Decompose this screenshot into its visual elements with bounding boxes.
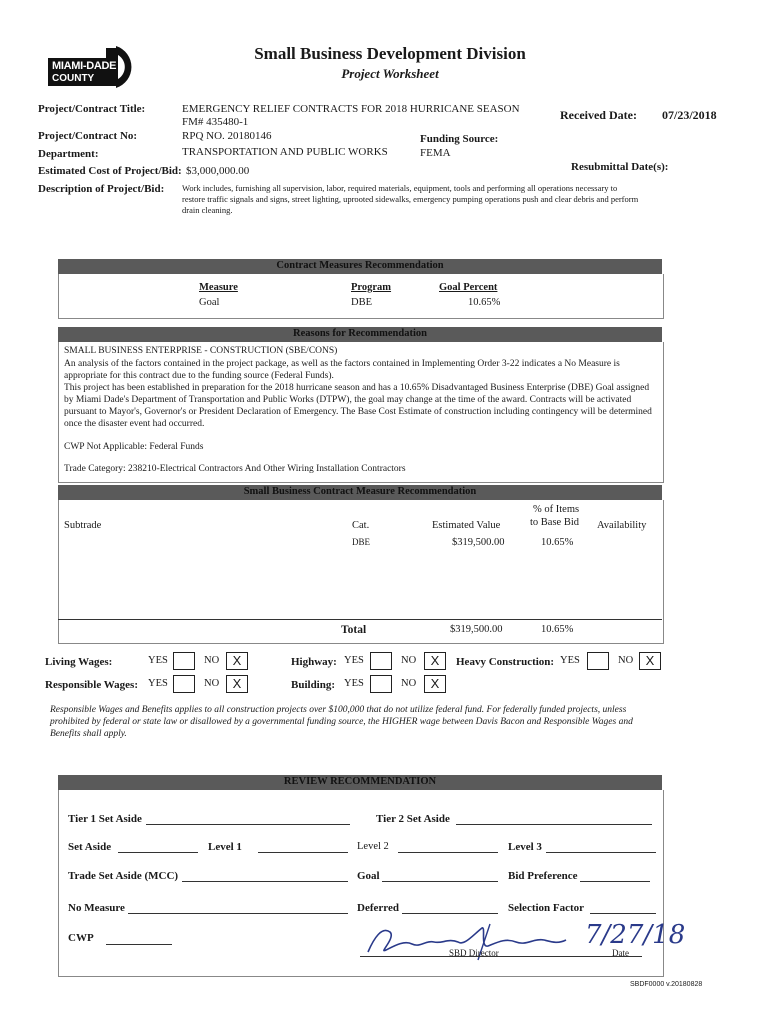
level2-line[interactable]: [398, 852, 498, 853]
received-date-label: Received Date:: [560, 108, 637, 122]
page-subtitle: Project Worksheet: [341, 66, 439, 81]
subtrade-header: Subtrade: [64, 520, 102, 531]
highway-yes-text: YES: [344, 655, 364, 666]
responsible-wages-label: Responsible Wages:: [45, 679, 139, 691]
director-line: [360, 956, 642, 957]
title-value: EMERGENCY RELIEF CONTRACTS FOR 2018 HURRICANE SEASON: [182, 103, 520, 115]
responsible-yes-checkbox[interactable]: [173, 675, 195, 693]
total-rule: [58, 619, 662, 620]
level1-label: Level 1: [208, 841, 242, 853]
received-date-value: 07/23/2018: [662, 108, 717, 122]
review-bar: REVIEW RECOMMENDATION: [58, 775, 662, 790]
building-no-text: NO: [401, 678, 417, 689]
bid-preference-label: Bid Preference: [508, 870, 578, 882]
subtrade-bar: Small Business Contract Measure Recommendation: [58, 485, 662, 500]
living-no-text: NO: [204, 655, 220, 666]
estimated-value: $319,500.00: [452, 537, 505, 548]
percent-value: 10.65%: [541, 537, 574, 548]
set-aside-label: Set Aside: [68, 841, 112, 853]
cwp-line[interactable]: [106, 944, 172, 945]
total-percent: 10.65%: [541, 624, 574, 635]
heavy-no-text: NO: [618, 655, 634, 666]
cwp-label: CWP: [68, 932, 94, 944]
living-yes-checkbox[interactable]: [173, 652, 195, 670]
resubmittal-label: Resubmittal Date(s):: [571, 161, 669, 173]
building-yes-text: YES: [344, 678, 364, 689]
highway-no-checkbox[interactable]: X: [424, 652, 446, 670]
highway-yes-checkbox[interactable]: [370, 652, 392, 670]
cat-value: DBE: [352, 537, 370, 547]
level1-line[interactable]: [258, 852, 348, 853]
living-wages-label: Living Wages:: [45, 656, 113, 668]
highway-label: Highway:: [291, 656, 337, 668]
form-code: SBDF0000 v.20180828: [630, 981, 703, 988]
signature-date: 7/27/18: [585, 920, 686, 950]
description-label: Description of Project/Bid:: [38, 183, 165, 195]
responsible-yes-text: YES: [148, 678, 168, 689]
tier2-label: Tier 2 Set Aside: [376, 813, 450, 825]
availability-header: Availability: [597, 520, 647, 531]
goal-label: Goal: [357, 870, 380, 882]
measure-header: Measure: [199, 282, 238, 293]
title-label: Project/Contract Title:: [38, 103, 146, 115]
level2-label: Level 2: [357, 841, 389, 852]
page-title: Small Business Development Division: [254, 44, 526, 63]
reasons-line1: SMALL BUSINESS ENTERPRISE - CONSTRUCTION (SBE/CONS): [64, 346, 338, 356]
heavy-yes-text: YES: [560, 655, 580, 666]
contract-no-label: Project/Contract No:: [38, 130, 138, 142]
goal-percent-header: Goal Percent: [439, 282, 498, 293]
tier1-label: Tier 1 Set Aside: [68, 813, 142, 825]
date-label: Date: [612, 948, 629, 958]
responsible-no-text: NO: [204, 678, 220, 689]
cat-header: Cat.: [352, 520, 370, 531]
wages-note: Responsible Wages and Benefits applies to all construction projects over $100,000 that do not utilize federal fund. For federally funded projects, unless prohibited by federal or state law or disallowed by a governmental funding source, the HIGHER wage between Davis Bacon and Responsible Wages and Benefits shall apply.: [50, 705, 633, 739]
deferred-label: Deferred: [357, 902, 399, 914]
department-label: Department:: [38, 148, 99, 160]
estimated-value-header: Estimated Value: [432, 520, 501, 531]
trade-set-aside-label: Trade Set Aside (MCC): [68, 870, 179, 882]
description-value: Work includes, furnishing all supervision, labor, required materials, equipment, tools and performing all operations necessary to restore traffic signals and signs, street lighting, uprooted sidewalks, emergency pumping operations push and clear debris and perform drain cleaning.: [182, 183, 639, 215]
heavy-yes-checkbox[interactable]: [587, 652, 609, 670]
deferred-line[interactable]: [402, 913, 498, 914]
heavy-no-checkbox[interactable]: X: [639, 652, 661, 670]
logo-line2: COUNTY: [52, 73, 95, 84]
goal-line[interactable]: [382, 881, 498, 882]
fm-value: FM# 435480-1: [182, 116, 249, 128]
living-yes-text: YES: [148, 655, 168, 666]
reasons-para1: An analysis of the factors contained in the project package, as well as the factors contained in Implementing Order 3-22 indicates a No Measure is appropriate for this contract due to the funding source (Federal Funds).: [64, 359, 620, 381]
cost-label: Estimated Cost of Project/Bid:: [38, 165, 182, 177]
heavy-construction-label: Heavy Construction:: [456, 656, 555, 668]
level3-line[interactable]: [546, 852, 656, 853]
goal-percent-value: 10.65%: [468, 297, 501, 308]
program-header: Program: [351, 282, 392, 293]
total-label: Total: [341, 624, 367, 636]
cost-value: $3,000,000.00: [186, 165, 250, 177]
director-signature: [360, 918, 620, 966]
highway-no-text: NO: [401, 655, 417, 666]
program-value: DBE: [351, 297, 372, 308]
percent-items-header-2: to Base Bid: [530, 517, 579, 528]
total-estimated: $319,500.00: [450, 624, 503, 635]
reasons-para2: This project has been established in preparation for the 2018 hurricane season and has a 10.65% Disadvantaged Business Enterprise (DBE) Goal assigned by Miami Dade's Department of Transportation and Public Works (DTPW), the goal may change at the time of the award. Contracts will be activated pursuant to Mayor's, Governor's or President Declaration of Emergency. The Base Cost Estimate of construction including contingency will be determined once the disaster event had occurred.: [64, 383, 652, 429]
reasons-cwp: CWP Not Applicable: Federal Funds: [64, 442, 204, 452]
logo-line1: MIAMI-DADE: [52, 60, 117, 72]
sbd-director-label: SBD Director: [449, 948, 499, 958]
no-measure-label: No Measure: [68, 902, 125, 914]
funding-value: FEMA: [420, 147, 451, 159]
reasons-trade: Trade Category: 238210-Electrical Contractors And Other Wiring Installation Contractors: [64, 464, 406, 474]
set-aside-line[interactable]: [118, 852, 198, 853]
responsible-no-checkbox[interactable]: X: [226, 675, 248, 693]
measure-value: Goal: [199, 297, 220, 308]
building-no-checkbox[interactable]: X: [424, 675, 446, 693]
no-measure-line[interactable]: [128, 913, 348, 914]
selection-factor-label: Selection Factor: [508, 902, 585, 914]
reasons-bar: Reasons for Recommendation: [58, 327, 662, 342]
tier2-line[interactable]: [456, 824, 652, 825]
percent-items-header-1: % of Items: [533, 504, 580, 515]
contract-measures-bar: Contract Measures Recommendation: [58, 259, 662, 274]
building-label: Building:: [291, 679, 336, 691]
tier1-line[interactable]: [146, 824, 350, 825]
living-no-checkbox[interactable]: X: [226, 652, 248, 670]
department-value: TRANSPORTATION AND PUBLIC WORKS: [182, 146, 388, 158]
building-yes-checkbox[interactable]: [370, 675, 392, 693]
miami-dade-logo: [46, 44, 152, 90]
funding-label: Funding Source:: [420, 133, 499, 145]
contract-no-value: RPQ NO. 20180146: [182, 130, 272, 142]
level3-label: Level 3: [508, 841, 542, 853]
bid-preference-line[interactable]: [580, 881, 650, 882]
trade-set-aside-line[interactable]: [182, 881, 348, 882]
selection-factor-line[interactable]: [590, 913, 656, 914]
